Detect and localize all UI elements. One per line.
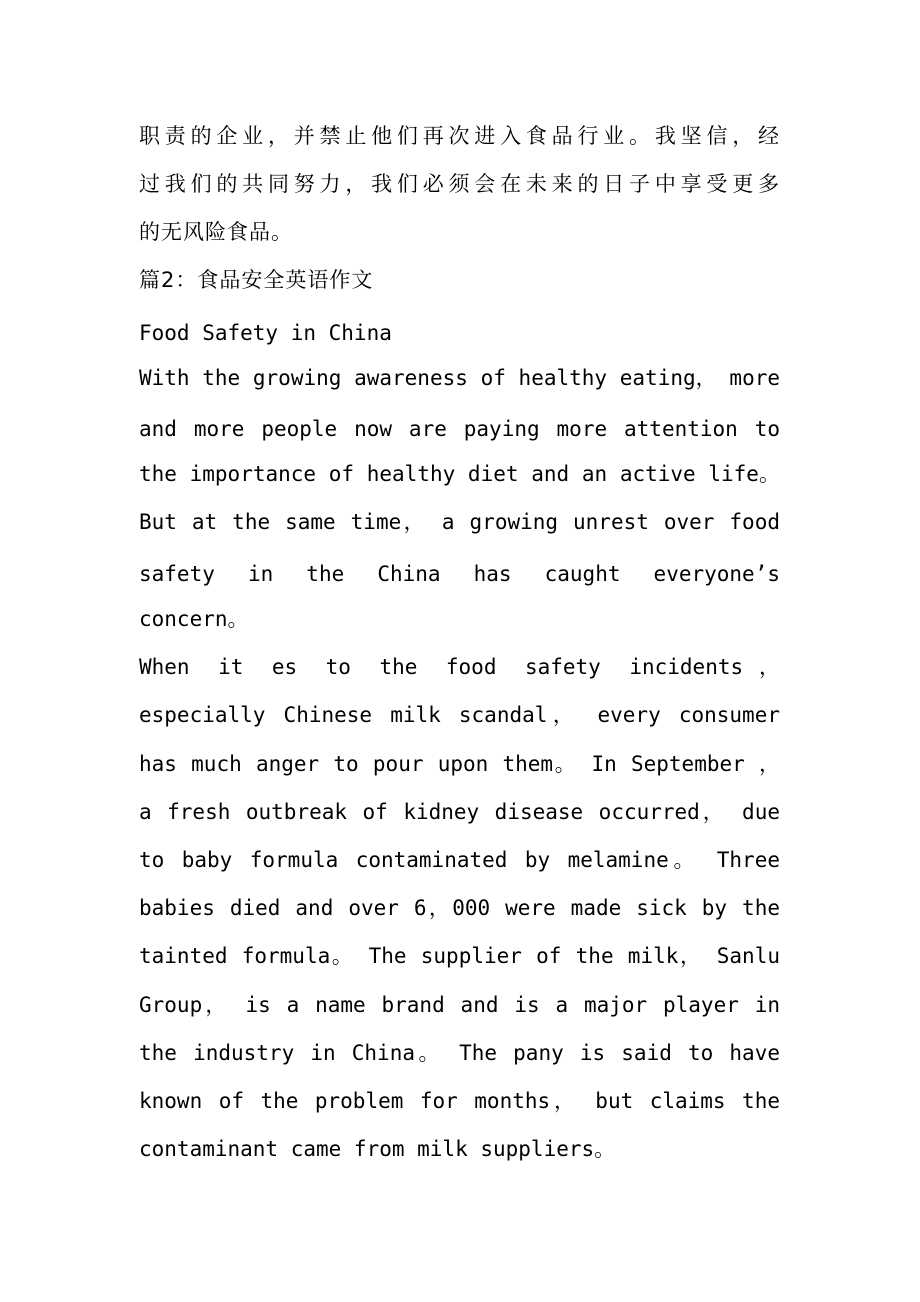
paragraph-2-line: contaminant came from milk suppliers。 — [139, 1137, 616, 1161]
paragraph-2-line: a fresh outbreak of kidney disease occurred， due — [139, 800, 780, 824]
essay-title: Food Safety in China — [139, 321, 392, 345]
paragraph-1-line: and more people now are paying more attention to — [139, 417, 780, 441]
paragraph-2-line: the industry in China。 The pany is said to have — [139, 1041, 780, 1065]
paragraph-2-line: tainted formula。 The supplier of the milk， Sanlu — [139, 944, 780, 968]
chinese-paragraph-line: 职责的企业，并禁止他们再次进入食品行业。我坚信，经 — [139, 124, 780, 148]
paragraph-1-line: concern。 — [139, 607, 249, 631]
paragraph-2-line: When it es to the food safety incidents， — [139, 655, 780, 679]
paragraph-2-line: Group， is a name brand and is a major player in — [139, 993, 780, 1017]
chinese-paragraph-line: 过我们的共同努力，我们必须会在未来的日子中享受更多 — [139, 172, 780, 196]
section-heading: 篇2：食品安全英语作文 — [139, 268, 374, 292]
paragraph-1-line: safety in the China has caught everyone’s — [139, 562, 780, 586]
paragraph-2-line: babies died and over 6，000 were made sick by the — [139, 896, 780, 920]
chinese-paragraph-line: 的无风险食品。 — [139, 220, 293, 244]
paragraph-1-line: the importance of healthy diet and an active life。 — [139, 462, 780, 486]
paragraph-2-line: to baby formula contaminated by melamine。 Three — [139, 848, 780, 872]
paragraph-1-line: But at the same time， a growing unrest over food — [139, 510, 780, 534]
paragraph-1-line: With the growing awareness of healthy eating， more — [139, 366, 780, 390]
paragraph-2-line: has much anger to pour upon them。 In September ， — [139, 752, 780, 776]
paragraph-2-line: especially Chinese milk scandal， every consumer — [139, 703, 780, 727]
paragraph-2-line: known of the problem for months， but claims the — [139, 1089, 780, 1113]
